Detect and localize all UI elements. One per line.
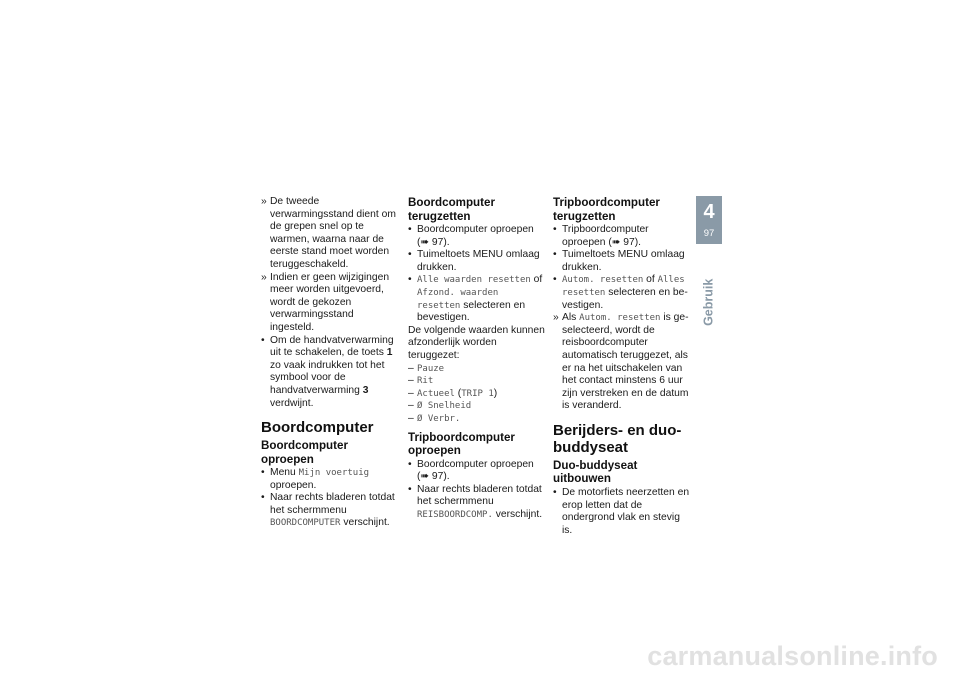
- list-item: – Ø Verbr.: [408, 412, 461, 424]
- reset-values-list: [408, 363, 545, 426]
- subsection-title-trip-terugzetten: Tripboordcomputer terugzetten: [553, 196, 660, 223]
- subsection-title-uitbouwen: Duo-buddyseat uitbouwen: [553, 458, 638, 486]
- list-item: – Ø Snelheid: [408, 400, 472, 412]
- list-item: • Tuimeltoets MENU omlaag drukken.: [553, 249, 685, 273]
- column-3: [553, 196, 690, 537]
- list-item: • De motorfiets neerzetten en erop letten dat de ondergrond vlak en stevig is.: [553, 486, 690, 536]
- list-item: • Naar rechts bladeren totdat het schermmenu REISBOORDCOMP. verschijnt.: [408, 483, 543, 520]
- list-item: • Tuimeltoets MENU omlaag drukken.: [408, 249, 540, 273]
- subsection-title-trip-oproepen: Tripboordcomputer oproepen: [408, 430, 515, 457]
- section-title-buddyseat: Berijders- en duo-buddyseat: [553, 421, 682, 456]
- chapter-label: Gebruik: [701, 278, 716, 326]
- uitbouwen-list: [553, 487, 690, 537]
- column-2: [408, 196, 545, 521]
- list-item: • Alle waarden resetten of Afzond. waarden resetten selecteren en bevestigen.: [408, 274, 543, 324]
- terugzetten-list: [408, 224, 545, 325]
- list-item: » Als Autom. resetten is geselecteerd, wordt de reisboordcomputer automatisch teruggezet, als er na het uitschakelen van het contact minstens 6 uur zijn verstreken en de datum is veranderd.: [553, 312, 689, 412]
- chapter-number: 4: [703, 201, 715, 223]
- trip-oproepen-list: [408, 459, 545, 522]
- trip-terugzetten-list: [553, 224, 690, 413]
- list-item: – Actueel (TRIP 1): [408, 387, 498, 399]
- list-item: • Om de handvatverwarming uit te schakelen, de toets 1 zo vaak indrukken tot het symbool voor de handvatverwarming 3 verdwijnt.: [261, 334, 394, 409]
- subsection-title-terugzetten: Boordcomputer terugzetten: [408, 196, 495, 223]
- heating-steps-list: [261, 196, 398, 410]
- list-item: – Rit: [408, 375, 434, 387]
- page-number: 97: [703, 228, 715, 239]
- list-item: – Pauze: [408, 362, 445, 374]
- list-item: » De tweede verwarmingsstand dient om de grepen snel op te warmen, waarna naar de eerste stand moet worden teruggeschakeld.: [261, 196, 396, 270]
- list-item: • Boordcomputer oproepen (➠ 97).: [408, 458, 534, 483]
- list-item: • Menu Mijn voertuig oproepen.: [261, 467, 370, 491]
- reset-intro: De volgende waarden kunnen afzonderlijk worden teruggezet:: [408, 324, 545, 361]
- list-item: • Autom. resetten of Alles resetten selecteren en bevestigen.: [553, 274, 688, 311]
- list-item: • Naar rechts bladeren totdat het schermmenu BOORDCOMPUTER verschijnt.: [261, 492, 395, 529]
- list-item: • Tripboordcomputer oproepen (➠ 97).: [553, 224, 649, 248]
- watermark: carmanualsonline.info: [647, 640, 938, 671]
- list-item: » Indien er geen wijzigingen meer worden uitgevoerd, wordt de gekozen verwarmingsstand ingesteld.: [261, 271, 390, 333]
- section-title-boordcomputer: Boordcomputer: [261, 419, 374, 437]
- list-item: • Boordcomputer oproepen (➠ 97).: [408, 224, 534, 248]
- subsection-title-oproepen: Boordcomputer oproepen: [261, 439, 348, 466]
- chapter-tab: [696, 196, 722, 244]
- oproepen-list: [261, 467, 398, 530]
- column-1: [261, 196, 398, 530]
